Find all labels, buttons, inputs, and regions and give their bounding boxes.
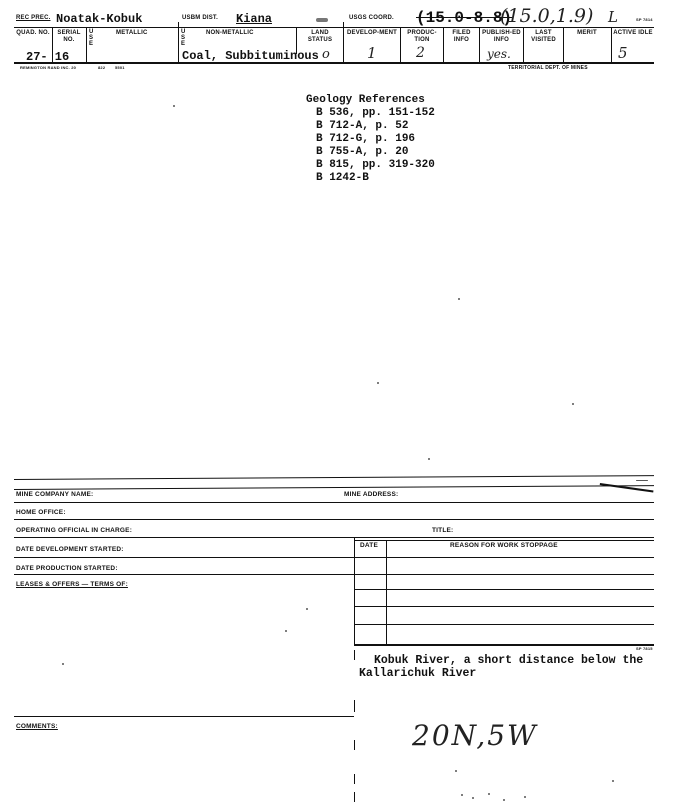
u-letter-2: S [89, 35, 94, 41]
merit-label: MERIT [577, 30, 597, 36]
quad-no-label: QUAD. NO. [16, 30, 50, 36]
active-idle-value: 5 [618, 44, 628, 62]
u-letter-5: S [181, 35, 186, 41]
published-info-value: yes. [487, 47, 511, 61]
territorial-dept-note: TERRITORIAL DEPT. OF MINES [508, 65, 588, 71]
date-production-label: DATE PRODUCTION STARTED: [16, 565, 118, 572]
develop-label: DEVELOP-MENT [346, 30, 398, 36]
commodity-value: Coal, Subbituminous [182, 49, 319, 63]
usgs-coord-hand-value: (15.0,1.9) [500, 5, 594, 27]
location-description-line-1: Kobuk River, a short distance below the [374, 654, 644, 667]
quad-serial-value: 27- 16 [26, 50, 70, 64]
home-office-label: HOME OFFICE: [16, 509, 66, 516]
reference-item: B 712-G, p. 196 [316, 133, 416, 145]
metallic-label: METALLIC [116, 30, 148, 36]
reference-item: B 536, pp. 151-152 [316, 107, 435, 119]
production-label: PRODUC-TION [407, 30, 437, 43]
land-status-label: LAND STATUS [307, 30, 333, 43]
printer-code-2: 5501 [115, 65, 125, 70]
printer-note: REMINGTON RAND INC. 20 [20, 65, 77, 70]
reference-item: B 755-A, p. 20 [316, 146, 409, 158]
develop-value: 1 [367, 44, 377, 62]
published-info-label: PUBLISH-ED INFO [482, 30, 521, 43]
reference-item: B 1242-B [316, 172, 369, 184]
references-title: Geology References [306, 94, 425, 106]
rec-prec-label: REC PREC. [16, 15, 51, 21]
filed-info-label: FILED INFO [452, 30, 471, 43]
u-letter-3: E [89, 41, 94, 47]
rec-prec-value: Noatak-Kobuk [56, 12, 143, 26]
active-idle-label: ACTIVE IDLE [613, 30, 653, 36]
usgs-dist-value: Kiana [236, 12, 273, 26]
mine-address-label: MINE ADDRESS: [344, 491, 399, 498]
reference-item: B 712-A, p. 52 [316, 120, 409, 132]
non-metallic-label: NON-METALLIC [206, 30, 254, 36]
date-column-label: DATE [360, 542, 379, 549]
u-letter-6: E [181, 41, 186, 47]
geology-references [306, 95, 506, 185]
title-label: TITLE: [432, 527, 454, 534]
production-value: 2 [416, 45, 425, 61]
leases-offers-label: LEASES & OFFERS — TERMS OF: [16, 581, 128, 588]
reference-item: B 815, pp. 319-320 [316, 159, 435, 171]
date-development-label: DATE DEVELOPMENT STARTED: [16, 546, 124, 553]
usgs-coord-struck-value: (15.0-8.8) [416, 9, 513, 27]
reason-work-stoppage-label: REASON FOR WORK STOPPAGE [450, 542, 558, 549]
form-number: SP 7814 [636, 17, 653, 22]
usgs-dist-label: USBM DIST. [182, 15, 219, 21]
small-smudge-icon [316, 18, 328, 22]
u-letter-1: U [89, 29, 94, 35]
last-visited-label: LAST VISITED [531, 30, 556, 43]
location-description-line-2: Kallarichuk River [359, 667, 477, 680]
land-status-value: o [322, 47, 330, 62]
handwritten-township-range: 20N,5W [412, 719, 538, 752]
mine-company-name-label: MINE COMPANY NAME: [16, 491, 94, 498]
comments-label: COMMENTS: [16, 723, 58, 730]
serial-no-label: SERIAL NO. [57, 30, 81, 43]
coord-hand-mark: L [608, 8, 618, 26]
printer-code-1: 822 [98, 65, 106, 70]
usgs-coord-label: USGS COORD. [349, 15, 394, 21]
form-number-2: SP 7815 [636, 646, 653, 651]
operating-official-label: OPERATING OFFICIAL IN CHARGE: [16, 527, 133, 534]
u-letter-4: U [181, 29, 186, 35]
